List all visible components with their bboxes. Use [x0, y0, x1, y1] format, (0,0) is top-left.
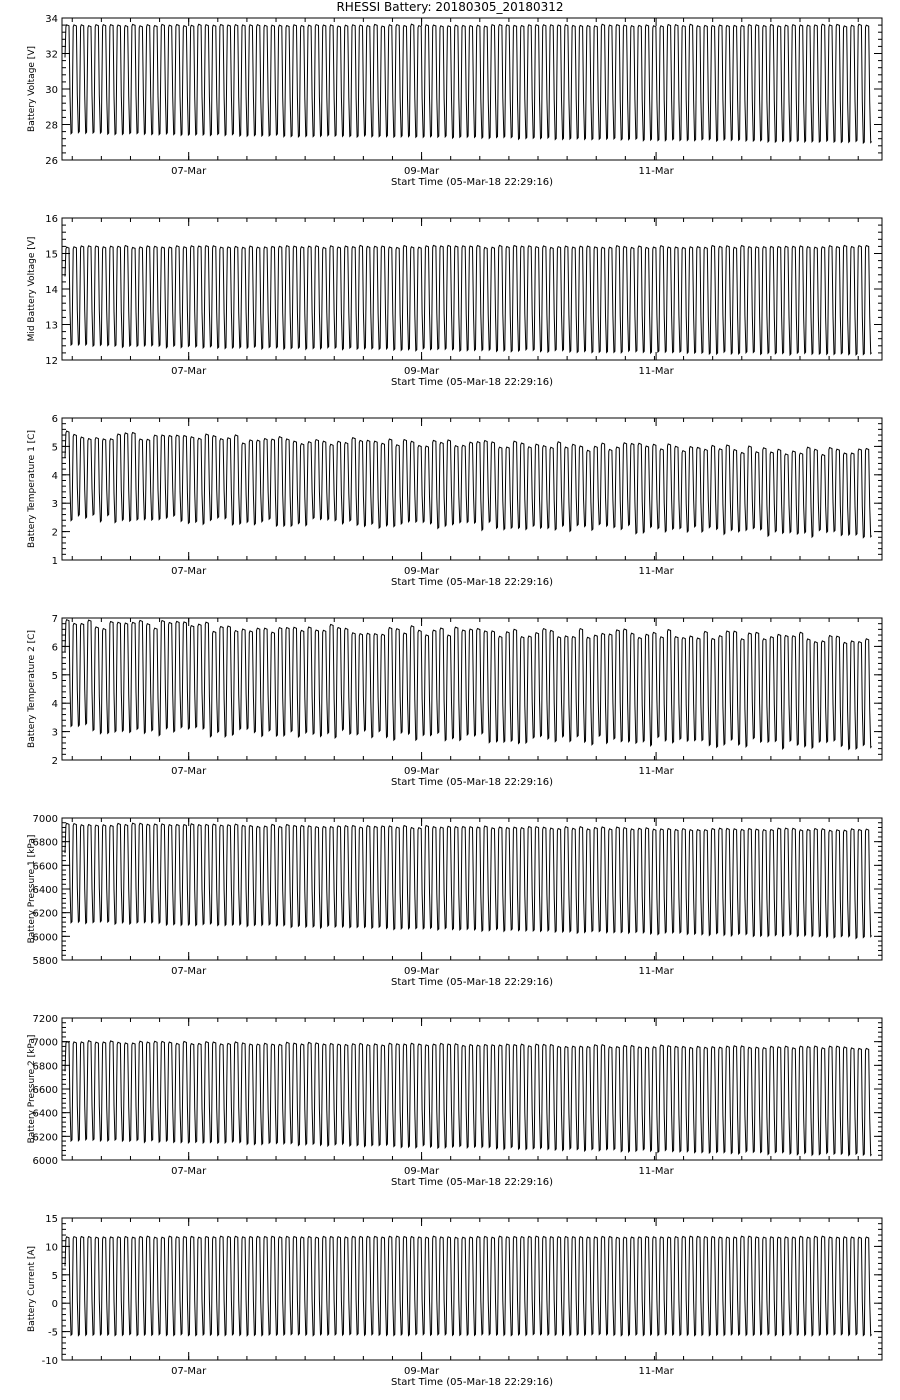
y-tick-label: 5	[51, 442, 58, 454]
data-series-line	[65, 620, 872, 750]
x-tick-label: 07-Mar	[171, 966, 207, 977]
y-tick-label: 6200	[32, 908, 58, 920]
x-tick-label: 11-Mar	[638, 166, 674, 177]
x-axis-label: Start Time (05-Mar-18 22:29:16)	[390, 1377, 554, 1388]
x-tick-label: 11-Mar	[638, 766, 674, 777]
x-tick-label: 07-Mar	[171, 766, 207, 777]
y-tick-label: 5	[51, 1270, 58, 1282]
plot-panel-6	[27, 1014, 882, 1188]
y-tick-label: 15	[45, 1214, 58, 1225]
y-tick-label: 6000	[32, 1156, 58, 1167]
y-tick-label: 6600	[32, 1085, 58, 1096]
x-axis-label: Start Time (05-Mar-18 22:29:16)	[390, 777, 554, 788]
x-axis-label: Start Time (05-Mar-18 22:29:16)	[390, 377, 554, 388]
y-tick-label: 2	[51, 756, 58, 767]
y-tick-label: 6600	[32, 861, 58, 873]
data-series-line	[65, 1041, 872, 1156]
y-tick-label: 6400	[32, 885, 58, 896]
x-tick-label: 09-Mar	[403, 566, 440, 577]
y-tick-label: 7	[51, 614, 58, 625]
plot-panel-2	[27, 214, 882, 388]
y-tick-label: 1	[51, 556, 58, 567]
y-tick-label: 34	[45, 14, 58, 25]
y-tick-label: 7000	[32, 814, 58, 825]
x-axis-label: Start Time (05-Mar-18 22:29:16)	[390, 1177, 554, 1188]
figure-title: RHESSI Battery: 20180305_20180312	[336, 0, 564, 14]
data-series-line	[65, 1236, 872, 1335]
y-tick-label: -10	[41, 1356, 58, 1367]
y-tick-label: 6	[51, 414, 58, 425]
y-tick-label: 32	[45, 49, 58, 61]
plot-panel-7	[27, 1214, 882, 1388]
y-tick-label: 3	[51, 727, 58, 739]
y-tick-label: 12	[45, 356, 58, 367]
x-tick-label: 07-Mar	[171, 366, 207, 377]
y-tick-label: 6800	[32, 837, 58, 849]
x-tick-label: 09-Mar	[403, 1366, 440, 1377]
y-tick-label: 30	[45, 85, 58, 96]
x-axis-label: Start Time (05-Mar-18 22:29:16)	[390, 177, 554, 188]
y-tick-label: 5	[51, 670, 58, 682]
x-tick-label: 11-Mar	[638, 1366, 674, 1377]
y-tick-label: 15	[45, 249, 58, 261]
y-tick-label: 10	[45, 1242, 58, 1254]
y-axis-label: Battery Temperature 1 [C]	[27, 430, 37, 548]
y-axis-label: Battery Current [A]	[27, 1245, 37, 1333]
y-tick-label: 0	[51, 1299, 58, 1311]
y-tick-label: 4	[51, 699, 58, 711]
y-tick-label: 7000	[32, 1037, 58, 1049]
y-tick-label: 13	[45, 320, 58, 332]
y-tick-label: 6800	[32, 1061, 58, 1073]
data-series-line	[65, 823, 872, 938]
y-axis-label: Battery Pressure 2 [kPa]	[27, 1034, 37, 1144]
x-tick-label: 09-Mar	[403, 966, 440, 977]
y-tick-label: 26	[45, 156, 58, 167]
y-tick-label: 6200	[32, 1132, 58, 1144]
y-tick-label: 16	[45, 214, 58, 225]
plot-panel-5	[27, 814, 882, 988]
y-tick-label: 6000	[32, 932, 58, 944]
x-axis-label: Start Time (05-Mar-18 22:29:16)	[390, 577, 554, 588]
x-tick-label: 09-Mar	[403, 166, 440, 177]
y-tick-label: 3	[51, 499, 58, 511]
data-series-line	[65, 24, 872, 143]
y-tick-label: 2	[51, 527, 58, 539]
x-axis-label: Start Time (05-Mar-18 22:29:16)	[390, 977, 554, 988]
x-tick-label: 11-Mar	[638, 966, 674, 977]
y-tick-label: -5	[48, 1327, 58, 1339]
data-series-line	[65, 431, 872, 537]
x-tick-label: 09-Mar	[403, 366, 440, 377]
y-tick-label: 5800	[32, 956, 58, 967]
y-tick-label: 6400	[32, 1108, 58, 1120]
plot-panel-1	[27, 14, 882, 188]
y-tick-label: 6	[51, 642, 58, 654]
plot-panel-3	[27, 414, 882, 588]
y-tick-label: 14	[45, 285, 58, 296]
y-axis-label: Battery Pressure 1 [kPa]	[27, 834, 37, 944]
x-tick-label: 07-Mar	[171, 166, 207, 177]
x-tick-label: 09-Mar	[403, 1166, 440, 1177]
y-axis-label: Battery Temperature 2 [C]	[27, 630, 37, 748]
x-tick-label: 11-Mar	[638, 566, 674, 577]
x-tick-label: 09-Mar	[403, 766, 440, 777]
x-tick-label: 11-Mar	[638, 366, 674, 377]
y-axis-label: Battery Voltage [V]	[27, 46, 37, 132]
y-axis-label: Mid Battery Voltage [V]	[27, 236, 37, 342]
data-series-line	[65, 245, 872, 354]
x-tick-label: 07-Mar	[171, 1166, 207, 1177]
x-tick-label: 07-Mar	[171, 566, 207, 577]
plot-panel-4	[27, 614, 882, 788]
x-tick-label: 11-Mar	[638, 1166, 674, 1177]
x-tick-label: 07-Mar	[171, 1366, 207, 1377]
y-tick-label: 7200	[32, 1014, 58, 1025]
y-tick-label: 28	[45, 120, 58, 132]
y-tick-label: 4	[51, 470, 58, 482]
